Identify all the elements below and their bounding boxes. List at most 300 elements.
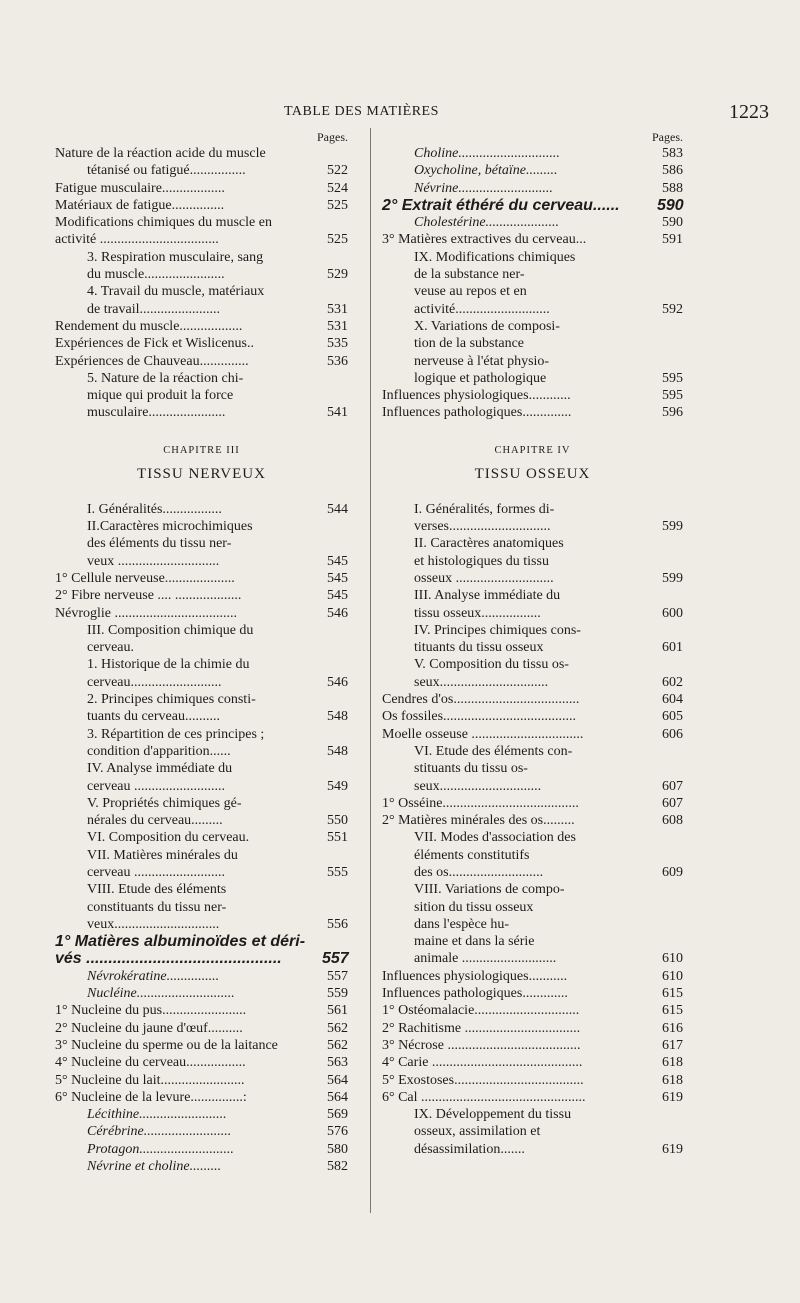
entry-page: 606 bbox=[662, 726, 683, 742]
entry-text: Moelle osseuse ................................ bbox=[382, 726, 584, 742]
toc-entry bbox=[382, 916, 683, 933]
entry-text: Modifications chimiques du muscle en bbox=[55, 215, 272, 231]
entry-text: et histologiques du tissu bbox=[414, 553, 549, 569]
entry-text: veuse au repos et en bbox=[414, 284, 527, 300]
entry-text: 3° Nucleine du sperme ou de la laitance bbox=[55, 1037, 278, 1053]
toc-entry bbox=[382, 968, 683, 985]
entry-page: 605 bbox=[662, 709, 683, 725]
entry-text: 1. Historique de la chimie du bbox=[87, 657, 250, 673]
toc-entry bbox=[382, 587, 683, 604]
toc-entry bbox=[382, 760, 683, 777]
toc-entry bbox=[55, 881, 348, 898]
entry-text: 5° Nucleine du lait........................ bbox=[55, 1072, 245, 1088]
toc-entry bbox=[382, 743, 683, 760]
toc-entry bbox=[382, 1054, 683, 1071]
entry-text: Os fossiles...................................... bbox=[382, 709, 577, 725]
toc-entry bbox=[382, 933, 683, 950]
right-column bbox=[382, 130, 683, 1158]
toc-entry bbox=[382, 708, 683, 725]
entry-text: 1° Nucleine du pus........................ bbox=[55, 1003, 247, 1019]
entry-page: 563 bbox=[327, 1055, 348, 1071]
entry-text: V. Propriétés chimiques gé- bbox=[87, 795, 242, 811]
toc-entry bbox=[55, 795, 348, 812]
toc-entry bbox=[55, 864, 348, 881]
toc-entry bbox=[55, 691, 348, 708]
toc-entry bbox=[55, 656, 348, 673]
entry-text: X. Variations de composi- bbox=[414, 318, 560, 334]
entry-page: 586 bbox=[662, 163, 683, 179]
entry-text: nerveuse à l'état physio- bbox=[414, 353, 550, 369]
entry-text: Névroglie ................................... bbox=[55, 605, 237, 621]
toc-entry bbox=[382, 795, 683, 812]
toc-entry bbox=[382, 553, 683, 570]
toc-entry bbox=[55, 162, 348, 179]
toc-entry bbox=[55, 899, 348, 916]
entry-page: 602 bbox=[662, 674, 683, 690]
toc-entry bbox=[55, 916, 348, 933]
entry-page: 564 bbox=[327, 1072, 348, 1088]
chapter-heading: CHAPITRE IV bbox=[494, 444, 571, 456]
entry-page: 564 bbox=[327, 1089, 348, 1105]
entry-page: 619 bbox=[662, 1089, 683, 1105]
entry-text: Influences physiologiques........... bbox=[382, 968, 568, 984]
toc-entry bbox=[55, 518, 348, 535]
toc-entry bbox=[55, 812, 348, 829]
entry-text: Lécithine......................... bbox=[87, 1107, 227, 1123]
toc-entry bbox=[55, 404, 348, 421]
entry-text: IX. Développement du tissu bbox=[414, 1107, 572, 1123]
entry-text: Protagon........................... bbox=[87, 1141, 234, 1157]
entry-text: dans l'espèce hu- bbox=[414, 916, 510, 932]
entry-page: 607 bbox=[662, 778, 683, 794]
entry-page: 531 bbox=[327, 301, 348, 317]
entry-page: 556 bbox=[327, 916, 348, 932]
entry-page: 548 bbox=[327, 709, 348, 725]
chapter-title: TISSU NERVEUX bbox=[137, 465, 266, 482]
entry-text: des éléments du tissu ner- bbox=[87, 536, 232, 552]
entry-text: 2° Matières minérales des os......... bbox=[382, 813, 575, 829]
entry-text: mique qui produit la force bbox=[87, 388, 234, 404]
toc-entry bbox=[382, 1141, 683, 1158]
entry-page: 576 bbox=[327, 1124, 348, 1140]
entry-page: 616 bbox=[662, 1020, 683, 1036]
entry-page: 525 bbox=[327, 232, 348, 248]
toc-entry bbox=[382, 501, 683, 518]
entry-page: 535 bbox=[327, 336, 348, 352]
toc-entry bbox=[55, 335, 348, 352]
toc-entry bbox=[55, 353, 348, 370]
toc-entry bbox=[382, 145, 683, 162]
entry-page: 529 bbox=[327, 267, 348, 283]
entry-page: 580 bbox=[327, 1141, 348, 1157]
entry-page: 595 bbox=[662, 370, 683, 386]
entry-text: Matériaux de fatigue............... bbox=[55, 197, 225, 213]
pages-label: Pages. bbox=[317, 130, 348, 144]
entry-text: Névrine........................... bbox=[414, 180, 553, 196]
toc-entry bbox=[55, 639, 348, 656]
entry-text: Oxycholine, bétaïne......... bbox=[414, 163, 558, 179]
toc-entry bbox=[382, 985, 683, 1002]
entry-text: VIII. Variations de compo- bbox=[414, 882, 565, 898]
toc-entry bbox=[55, 283, 348, 300]
entry-page: 610 bbox=[662, 968, 683, 984]
toc-entry bbox=[55, 535, 348, 552]
entry-text: éléments constitutifs bbox=[414, 847, 530, 863]
entry-text: 2. Principes chimiques consti- bbox=[87, 692, 256, 708]
toc-entry bbox=[382, 283, 683, 300]
entry-text: Fatigue musculaire.................. bbox=[55, 180, 225, 196]
toc-entry bbox=[382, 656, 683, 673]
entry-page: 524 bbox=[327, 180, 348, 196]
toc-entry bbox=[382, 301, 683, 318]
toc-list-right bbox=[382, 145, 683, 1158]
entry-page: 618 bbox=[662, 1055, 683, 1071]
toc-entry bbox=[382, 778, 683, 795]
entry-text: IX. Modifications chimiques bbox=[414, 249, 576, 265]
toc-entry bbox=[382, 812, 683, 829]
entry-text: 4. Travail du muscle, matériaux bbox=[87, 284, 265, 300]
toc-entry bbox=[382, 1072, 683, 1089]
entry-page: 607 bbox=[662, 795, 683, 811]
toc-entry bbox=[55, 1020, 348, 1037]
toc-entry bbox=[55, 968, 348, 985]
toc-entry bbox=[382, 847, 683, 864]
entry-text: 2° Rachitisme ................................. bbox=[382, 1020, 581, 1036]
toc-entry bbox=[55, 1037, 348, 1054]
toc-entry bbox=[382, 162, 683, 179]
entry-text: Influences pathologiques............. bbox=[382, 986, 568, 1002]
toc-entry bbox=[55, 829, 348, 846]
toc-entry bbox=[55, 197, 348, 214]
entry-text: nérales du cerveau......... bbox=[87, 813, 223, 829]
page-header bbox=[0, 101, 800, 126]
entry-text: des os........................... bbox=[414, 864, 544, 880]
toc-entry bbox=[55, 985, 348, 1002]
entry-text: Choline............................. bbox=[414, 146, 560, 161]
toc-entry bbox=[55, 214, 348, 231]
toc-entry bbox=[55, 231, 348, 248]
toc-entry bbox=[382, 1123, 683, 1140]
toc-entry bbox=[55, 266, 348, 283]
entry-text: tituants du tissu osseux bbox=[414, 640, 544, 656]
entry-text: cerveau .......................... bbox=[87, 778, 226, 794]
entry-page: 615 bbox=[662, 1003, 683, 1019]
toc-entry bbox=[382, 335, 683, 352]
toc-entry bbox=[382, 899, 683, 916]
toc-entry bbox=[382, 829, 683, 846]
entry-text: Névrine et choline......... bbox=[87, 1159, 222, 1175]
entry-page: 562 bbox=[327, 1020, 348, 1036]
entry-text: Expériences de Chauveau.............. bbox=[55, 353, 249, 369]
entry-text: Névrokératine............... bbox=[87, 968, 220, 984]
toc-entry bbox=[382, 864, 683, 881]
entry-text: 5. Nature de la réaction chi- bbox=[87, 370, 244, 386]
toc-entry bbox=[382, 353, 683, 370]
chapter-title: TISSU OSSEUX bbox=[474, 465, 591, 482]
entry-page: 551 bbox=[327, 830, 348, 846]
entry-text: I. Généralités................. bbox=[87, 501, 222, 517]
entry-text: logique et pathologique bbox=[414, 370, 547, 386]
entry-text: constituants du tissu ner- bbox=[87, 899, 227, 915]
entry-text: 4° Carie ........................................... bbox=[382, 1055, 583, 1071]
entry-text: de la substance ner- bbox=[414, 267, 525, 283]
toc-entry bbox=[55, 553, 348, 570]
toc-entry bbox=[382, 881, 683, 898]
toc-entry bbox=[55, 726, 348, 743]
entry-text: condition d'apparition...... bbox=[87, 743, 231, 759]
entry-text: 1° Matières albuminoïdes et déri- bbox=[55, 933, 306, 951]
entry-text: Nature de la réaction acide du muscle bbox=[55, 146, 266, 161]
entry-text: cerveau .......................... bbox=[87, 864, 226, 880]
toc-entry bbox=[55, 605, 348, 622]
entry-page: 561 bbox=[327, 1003, 348, 1019]
entry-text: 5° Exostoses..................................... bbox=[382, 1072, 584, 1088]
toc-entry bbox=[55, 1072, 348, 1089]
toc-entry bbox=[55, 622, 348, 639]
entry-text: 4° Nucleine du cerveau................. bbox=[55, 1055, 246, 1071]
entry-text: Cendres d'os.................................... bbox=[382, 692, 580, 708]
toc-entry bbox=[382, 518, 683, 535]
entry-text: animale ........................... bbox=[414, 951, 557, 967]
toc-entry bbox=[382, 622, 683, 639]
toc-entry bbox=[382, 570, 683, 587]
toc-entry bbox=[55, 778, 348, 795]
toc-entry bbox=[55, 1123, 348, 1140]
entry-page: 588 bbox=[662, 180, 683, 196]
entry-page: 557 bbox=[322, 950, 349, 968]
toc-entry bbox=[55, 1158, 348, 1175]
toc-entry bbox=[55, 249, 348, 266]
entry-page: 549 bbox=[327, 778, 348, 794]
entry-text: Nucléine............................ bbox=[87, 986, 235, 1002]
entry-text: VI. Composition du cerveau. bbox=[87, 830, 250, 846]
toc-entry bbox=[382, 1089, 683, 1106]
toc-entry bbox=[382, 1037, 683, 1054]
entry-page: 591 bbox=[662, 232, 683, 248]
entry-page: 600 bbox=[662, 605, 683, 621]
toc-entry bbox=[55, 318, 348, 335]
toc-entry bbox=[382, 950, 683, 967]
entry-page: 536 bbox=[327, 353, 348, 369]
toc-entry bbox=[382, 674, 683, 691]
entry-text: vés ............................................ bbox=[55, 950, 282, 968]
entry-text: 3. Répartition de ces principes ; bbox=[87, 726, 265, 742]
toc-entry bbox=[382, 1020, 683, 1037]
entry-text: de travail....................... bbox=[87, 301, 220, 317]
entry-text: 3° Nécrose ...................................... bbox=[382, 1037, 581, 1053]
entry-page: 590 bbox=[657, 196, 684, 214]
toc-entry bbox=[382, 639, 683, 656]
page-number: 1223 bbox=[729, 101, 769, 123]
entry-page: 531 bbox=[327, 318, 348, 334]
entry-text: tuants du cerveau.......... bbox=[87, 709, 220, 725]
entry-text: II.Caractères microchimiques bbox=[87, 519, 253, 535]
entry-text: tion de la substance bbox=[414, 336, 525, 352]
entry-text: Influences physiologiques............ bbox=[382, 388, 571, 404]
entry-page: 522 bbox=[327, 163, 348, 179]
toc-entry bbox=[382, 605, 683, 622]
toc-entry bbox=[382, 214, 683, 231]
entry-text: verses............................. bbox=[414, 519, 551, 535]
toc-entry bbox=[382, 249, 683, 266]
entry-page: 595 bbox=[662, 388, 683, 404]
toc-entry bbox=[55, 145, 348, 162]
toc-entry bbox=[55, 1141, 348, 1158]
toc-entry bbox=[55, 387, 348, 404]
entry-text: 2° Nucleine du jaune d'œuf.......... bbox=[55, 1020, 243, 1036]
entry-page: 583 bbox=[662, 146, 683, 161]
toc-entry bbox=[382, 535, 683, 552]
column-divider bbox=[370, 128, 371, 1213]
entry-text: veux.............................. bbox=[87, 916, 220, 932]
entry-text: désassimilation....... bbox=[414, 1141, 525, 1157]
entry-page: 609 bbox=[662, 864, 683, 880]
running-title: TABLE DES MATIÈRES bbox=[284, 104, 439, 119]
entry-page: 618 bbox=[662, 1072, 683, 1088]
entry-text: 3. Respiration musculaire, sang bbox=[87, 249, 264, 265]
entry-text: Expériences de Fick et Wislicenus.. bbox=[55, 336, 255, 352]
toc-entry bbox=[382, 691, 683, 708]
toc-entry bbox=[55, 1106, 348, 1123]
entry-text: du muscle....................... bbox=[87, 267, 225, 283]
toc-entry bbox=[55, 180, 348, 197]
entry-text: 6° Nucleine de la levure...............: bbox=[55, 1089, 247, 1105]
entry-text: I. Généralités, formes di- bbox=[414, 501, 555, 517]
entry-page: 545 bbox=[327, 588, 348, 604]
toc-entry bbox=[382, 231, 683, 248]
toc-entry bbox=[382, 266, 683, 283]
toc-entry bbox=[382, 180, 683, 197]
entry-text: 1° Ostéomalacie.............................. bbox=[382, 1003, 580, 1019]
entry-text: 3° Matières extractives du cerveau... bbox=[382, 232, 587, 248]
entry-text: 6° Cal ............................................... bbox=[382, 1089, 586, 1105]
entry-text: Rendement du muscle.................. bbox=[55, 318, 243, 334]
entry-text: V. Composition du tissu os- bbox=[414, 657, 569, 673]
entry-page: 545 bbox=[327, 553, 348, 569]
entry-text: VII. Modes d'association des bbox=[414, 830, 576, 846]
entry-page: 596 bbox=[662, 405, 683, 421]
toc-list-left bbox=[55, 145, 348, 1175]
toc-section-entry bbox=[55, 950, 348, 967]
entry-text: veux ............................. bbox=[87, 553, 220, 569]
entry-page: 619 bbox=[662, 1141, 683, 1157]
toc-entry bbox=[55, 743, 348, 760]
toc-entry bbox=[382, 370, 683, 387]
toc-entry bbox=[55, 570, 348, 587]
entry-page: 555 bbox=[327, 864, 348, 880]
entry-page: 544 bbox=[327, 501, 348, 517]
entry-page: 599 bbox=[662, 570, 683, 586]
entry-text: seux............................. bbox=[414, 778, 542, 794]
left-column bbox=[55, 130, 348, 1175]
entry-page: 548 bbox=[327, 743, 348, 759]
entry-page: 615 bbox=[662, 986, 683, 1002]
entry-text: IV. Analyse immédiate du bbox=[87, 761, 233, 777]
entry-page: 546 bbox=[327, 674, 348, 690]
entry-page: 610 bbox=[662, 951, 683, 967]
toc-entry bbox=[55, 674, 348, 691]
entry-text: 2° Fibre nerveuse .... ................... bbox=[55, 588, 242, 604]
toc-entry bbox=[382, 404, 683, 421]
entry-text: VI. Etude des éléments con- bbox=[414, 743, 573, 759]
entry-page: 562 bbox=[327, 1037, 348, 1053]
entry-text: sition du tissu osseux bbox=[414, 899, 534, 915]
entry-page: 608 bbox=[662, 813, 683, 829]
entry-text: tissu osseux................. bbox=[414, 605, 541, 621]
entry-page: 557 bbox=[327, 968, 348, 984]
entry-text: seux............................... bbox=[414, 674, 549, 690]
entry-page: 617 bbox=[662, 1037, 683, 1053]
entry-text: VIII. Etude des éléments bbox=[87, 882, 227, 898]
entry-text: II. Caractères anatomiques bbox=[414, 536, 564, 552]
toc-entry bbox=[382, 318, 683, 335]
entry-page: 550 bbox=[327, 813, 348, 829]
entry-page: 541 bbox=[327, 405, 348, 421]
entry-text: musculaire...................... bbox=[87, 405, 226, 421]
entry-text: cerveau. bbox=[87, 640, 135, 656]
entry-text: IV. Principes chimiques cons- bbox=[414, 622, 581, 638]
entry-text: Cholestérine..................... bbox=[414, 215, 560, 231]
toc-entry bbox=[55, 1089, 348, 1106]
toc-entry bbox=[382, 387, 683, 404]
entry-text: activité .................................. bbox=[55, 232, 219, 248]
entry-page: 525 bbox=[327, 197, 348, 213]
entry-text: tétanisé ou fatigué................ bbox=[87, 163, 246, 179]
entry-text: osseux ............................ bbox=[414, 570, 554, 586]
toc-entry bbox=[55, 587, 348, 604]
entry-text: maine et dans la série bbox=[414, 934, 535, 950]
entry-text: 1° Osséine....................................... bbox=[382, 795, 579, 811]
entry-text: VII. Matières minérales du bbox=[87, 847, 238, 863]
entry-page: 601 bbox=[662, 640, 683, 656]
entry-text: activité........................... bbox=[414, 301, 550, 317]
entry-text: osseux, assimilation et bbox=[414, 1124, 541, 1140]
pages-label: Pages. bbox=[652, 130, 683, 144]
toc-section-entry bbox=[382, 197, 683, 214]
entry-page: 545 bbox=[327, 570, 348, 586]
entry-text: III. Composition chimique du bbox=[87, 622, 254, 638]
entry-page: 590 bbox=[662, 215, 683, 231]
entry-text: stituants du tissu os- bbox=[414, 761, 528, 777]
toc-entry bbox=[55, 1002, 348, 1019]
toc-entry bbox=[55, 370, 348, 387]
toc-section-entry bbox=[55, 933, 348, 950]
entry-text: Cérébrine......................... bbox=[87, 1124, 232, 1140]
toc-entry bbox=[55, 760, 348, 777]
toc-entry bbox=[55, 301, 348, 318]
entry-text: III. Analyse immédiate du bbox=[414, 588, 561, 604]
entry-page: 599 bbox=[662, 519, 683, 535]
entry-page: 604 bbox=[662, 692, 683, 708]
entry-page: 582 bbox=[327, 1159, 348, 1175]
entry-page: 592 bbox=[662, 301, 683, 317]
toc-entry bbox=[382, 726, 683, 743]
toc-entry bbox=[382, 1106, 683, 1123]
entry-page: 559 bbox=[327, 986, 348, 1002]
entry-page: 569 bbox=[327, 1107, 348, 1123]
entry-text: cerveau.......................... bbox=[87, 674, 222, 690]
toc-entry bbox=[382, 1002, 683, 1019]
entry-page: 546 bbox=[327, 605, 348, 621]
entry-text: Influences pathologiques.............. bbox=[382, 405, 572, 421]
toc-entry bbox=[55, 847, 348, 864]
entry-text: 2° Extrait éthéré du cerveau...... bbox=[382, 196, 620, 214]
chapter-heading: CHAPITRE III bbox=[163, 444, 240, 456]
toc-entry bbox=[55, 708, 348, 725]
toc-entry bbox=[55, 1054, 348, 1071]
toc-entry bbox=[55, 501, 348, 518]
entry-text: 1° Cellule nerveuse.................... bbox=[55, 570, 235, 586]
